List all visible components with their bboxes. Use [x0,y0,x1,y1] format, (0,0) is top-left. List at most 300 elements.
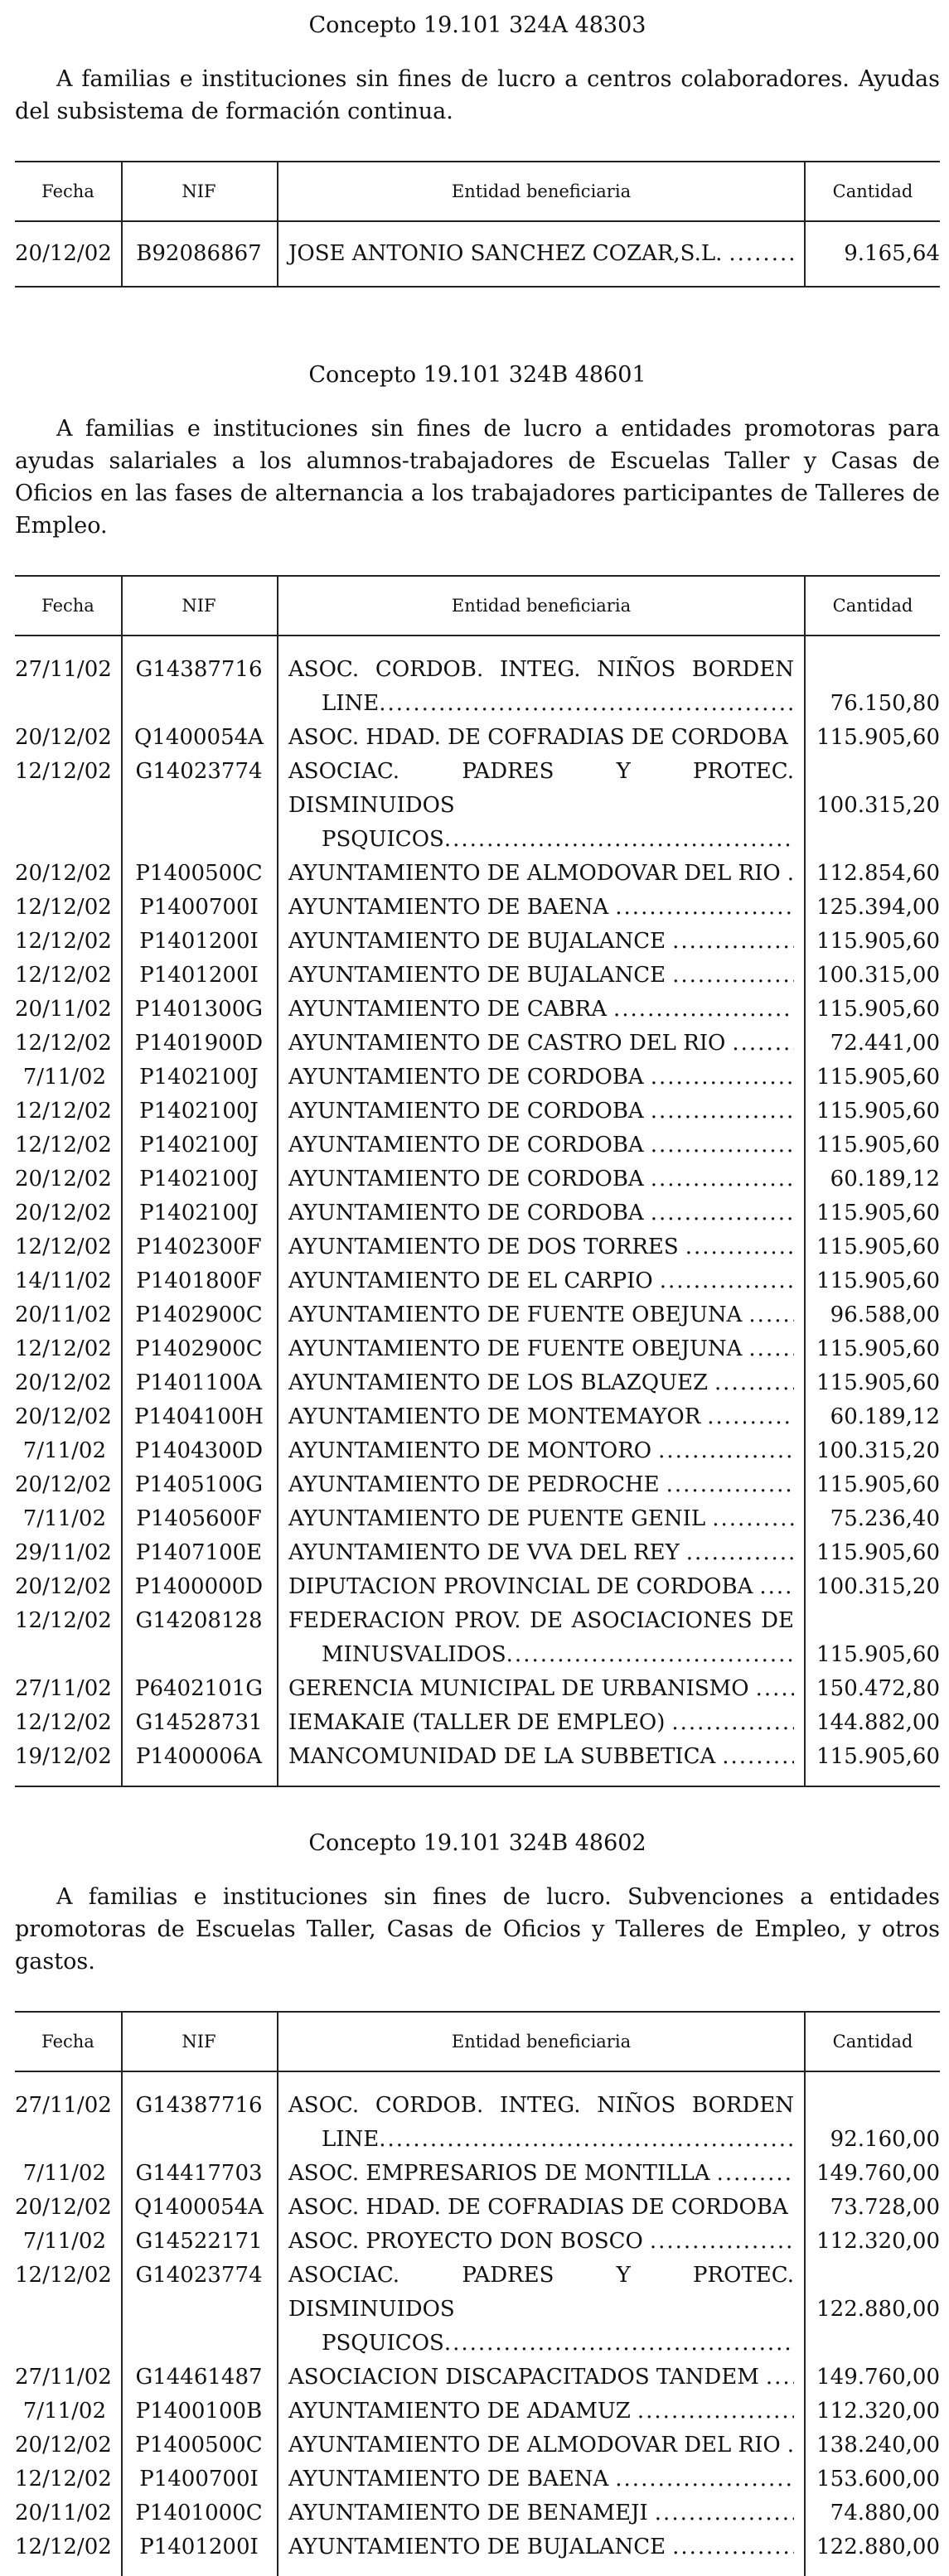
entidad-line [288,1468,794,1502]
table-row [15,1604,940,1672]
leader-dots [644,1162,794,1196]
fecha-cell: 12/12/02 [15,1031,112,1056]
header-cantidad: Cantidad [832,181,913,201]
entidad-text: LINE [322,2127,380,2152]
table-row [15,2259,940,2361]
entidad-text: DIPUTACION PROVINCIAL DE CORDOBA [288,1574,753,1599]
nif-cell: P1402100J [139,1167,259,1191]
leader-dots [651,1434,794,1468]
nif-cell: P1401900D [134,1031,264,1056]
table-row [15,2429,940,2462]
concept-description: A familias e instituciones sin fines de lucro. Subvenciones a entidades promotoras de Escuelas Taller, Casas de Oficios y Talleres de Empleo, y otros gastos. [15,1884,940,1974]
entidad-line-2 [288,1638,794,1672]
entidad-line [288,925,794,959]
cantidad-cell: 115.905,60 [816,1540,940,1565]
leader-dots [648,2496,794,2530]
cantidad-cell: 115.905,60 [816,1099,940,1124]
cantidad-cell [806,2259,940,2361]
header-entidad: Entidad beneficiaria [451,596,632,616]
cantidad-cell [806,653,940,721]
cantidad-cell: 96.588,00 [830,1302,940,1327]
nif-cell: P1402100J [139,1201,259,1225]
fecha-cell: 7/11/02 [22,1438,106,1463]
entidad-line [288,2429,794,2462]
cantidad-cell: 115.905,60 [816,1744,940,1769]
cantidad-cell: 75.236,40 [830,1506,940,1531]
leader-dots [660,1468,794,1502]
table-row [15,1434,940,1468]
fecha-cell: 12/12/02 [15,1099,112,1124]
table-row [15,925,940,959]
leader-dots [715,1740,794,1774]
entidad-cell [277,2395,806,2429]
entidad-text: LINE [322,691,380,716]
cantidad-cell: 112.320,00 [816,2229,940,2254]
fecha-cell: 19/12/02 [15,1744,112,1769]
fecha-cell: 20/12/02 [15,1472,112,1497]
leader-dots [644,1196,794,1230]
entidad-line [288,1434,794,1468]
entidad-text: ASOC. EMPRESARIOS DE MONTILLA [288,2161,710,2186]
entidad-cell [277,237,806,271]
entidad-text: IEMAKAIE (TALLER DE EMPLEO) [288,1710,666,1735]
entidad-cell [277,721,806,755]
cantidad-cell: 72.441,00 [830,1031,940,1056]
header-entidad: Entidad beneficiaria [451,2032,632,2052]
entidad-text: AYUNTAMIENTO DE BAENA [288,895,609,920]
table-row [15,1740,940,1774]
fecha-cell: 12/12/02 [15,2467,112,2491]
entidad-cell [277,1434,806,1468]
nif-cell: P1401800F [136,1269,262,1293]
leader-dots [700,1400,794,1434]
leader-dots [788,721,795,755]
entidad-cell [277,2530,806,2564]
nif-cell: Q1400054A [134,2195,264,2220]
nif-cell: Q1400054A [134,725,264,750]
cantidad-cell: 60.189,12 [830,1167,940,1191]
fecha-cell: 12/12/02 [15,2535,112,2559]
leader-dots [631,2395,794,2429]
entidad-line [288,721,794,755]
table-row [15,1706,940,1740]
entidad-line [288,2395,794,2429]
entidad-text: ASOCIACION DISCAPACITADOS TANDEM [288,2365,759,2390]
nif-cell: G14528731 [135,1710,263,1735]
nif-cell: P1402300F [136,1235,262,1259]
cantidad-cell: 115.905,60 [816,1133,940,1158]
entidad-line-1: ASOC. CORDOB. INTEG. NIÑOS BORDEN [288,657,794,682]
leader-dots [644,1095,794,1129]
leader-dots [781,2429,794,2462]
entidad-line [288,1706,794,1740]
nif-cell: G14023774 [135,2263,263,2288]
entidad-cell [277,1672,806,1706]
nif-cell: P1402900C [135,1302,263,1327]
entidad-cell [277,1196,806,1230]
cantidad-cell [806,1604,940,1672]
leader-dots [666,925,794,959]
leader-dots [742,1298,794,1332]
nif-cell: P1400700I [139,895,259,920]
nif-cell: P1400700I [139,2467,259,2491]
table-row [15,1672,940,1706]
nif-cell: P1400000D [134,1574,264,1599]
entidad-cell [277,1366,806,1400]
fecha-cell: 7/11/02 [22,2399,106,2424]
entidad-cell [277,1095,806,1129]
concept-description: A familias e instituciones sin fines de lucro a entidades promotoras para ayudas salariales a los alumnos-trabajadores de Escuelas Taller y Casas de Oficios en las fases de alternancia a los trabajadores participantes de Talleres de Empleo. [15,416,940,539]
entidad-cell [277,1570,806,1604]
leader-dots [680,1536,794,1570]
leader-dots [379,687,794,721]
cantidad-value: 76.150,80 [830,691,940,716]
table-row [15,1129,940,1162]
leader-dots [788,2191,795,2225]
entidad-text: AYUNTAMIENTO DE CASTRO DEL RIO [288,1031,726,1056]
cantidad-cell: 9.165,64 [844,241,940,266]
fecha-cell: 27/11/02 [15,657,112,682]
entidad-line [288,1162,794,1196]
entidad-cell [277,1332,806,1366]
cantidad-cell: 138.240,00 [816,2433,940,2458]
table-row [15,1366,940,1400]
entidad-line-1: ASOCIAC. PADRES Y PROTEC. DISMINUIDOS [288,759,794,818]
entidad-line [288,1672,794,1706]
leader-dots [607,993,794,1027]
entidad-cell [277,1502,806,1536]
cantidad-cell [806,755,940,857]
entidad-line-1: ASOCIAC. PADRES Y PROTEC. DISMINUIDOS [288,2263,794,2322]
entidad-cell [277,1129,806,1162]
entidad-line [288,237,794,271]
fecha-cell: 27/11/02 [15,2093,112,2118]
table-row [15,2530,940,2564]
entidad-cell [277,2225,806,2259]
cantidad-cell: 115.905,60 [816,1065,940,1090]
cantidad-cell: 115.905,60 [816,1370,940,1395]
entidad-text: AYUNTAMIENTO DE BUJALANCE [288,929,666,954]
fecha-cell: 12/12/02 [15,1336,112,1361]
nif-cell: P1402100J [139,1065,259,1090]
fecha-cell: 12/12/02 [15,1133,112,1158]
cantidad-cell: 115.905,60 [816,1235,940,1259]
entidad-text: AYUNTAMIENTO DE PEDROCHE [288,1472,660,1497]
table-row [15,237,940,271]
fecha-cell: 20/12/02 [15,1370,112,1395]
leader-dots [742,1332,794,1366]
beneficiaries-table [15,575,940,1787]
entidad-cell [277,1536,806,1570]
entidad-line-1: ASOC. CORDOB. INTEG. NIÑOS BORDEN [288,2093,794,2118]
cantidad-cell: 112.320,00 [816,2399,940,2424]
fecha-cell: 29/11/02 [15,1540,112,1565]
entidad-cell [277,1162,806,1196]
entidad-line [288,1332,794,1366]
leader-dots [644,1061,794,1095]
entidad-text: GERENCIA MUNICIPAL DE URBANISMO [288,1676,749,1701]
entidad-line [288,2191,794,2225]
entidad-line [288,1129,794,1162]
leader-dots [781,857,794,891]
entidad-cell [277,925,806,959]
table-row [15,1570,940,1604]
fecha-cell: 20/12/02 [15,1167,112,1191]
entidad-text: AYUNTAMIENTO DE CORDOBA [288,1065,644,1090]
leader-dots [444,823,794,857]
header-fecha: Fecha [41,596,94,616]
entidad-cell [277,2259,806,2361]
fecha-cell: 20/12/02 [15,2433,112,2458]
table-row [15,1196,940,1230]
leader-dots [506,1638,794,1672]
entidad-cell [277,1740,806,1774]
nif-cell: P1401200I [139,963,259,988]
entidad-text: AYUNTAMIENTO DE ADAMUZ [288,2399,631,2424]
fecha-cell: 12/12/02 [15,895,112,920]
concept-description: A familias e instituciones sin fines de lucro a centros colaboradores. Ayudas del subsistema de formación continua. [15,66,940,124]
leader-dots [679,1230,794,1264]
table-row [15,1298,940,1332]
entidad-cell [277,2191,806,2225]
nif-cell: P1401200I [139,2535,259,2559]
entidad-line [288,1264,794,1298]
entidad-cell [277,1468,806,1502]
entidad-line [288,891,794,925]
entidad-text: AYUNTAMIENTO DE BUJALANCE [288,2535,666,2559]
fecha-cell: 20/11/02 [15,2501,112,2525]
entidad-cell [277,1061,806,1095]
table-header [15,2013,940,2072]
entidad-line [288,1298,794,1332]
entidad-text: AYUNTAMIENTO DE MONTORO [288,1438,652,1463]
nif-cell: P1400500C [135,861,263,886]
nif-cell: P1400500C [135,2433,263,2458]
entidad-line [288,1196,794,1230]
nif-cell: P1400006A [135,1744,263,1769]
nif-cell: P1407100E [135,1540,263,1565]
beneficiaries-table [15,161,940,288]
cantidad-cell [806,2089,940,2157]
cantidad-value: 100.315,20 [816,793,940,818]
cantidad-value: 122.880,00 [816,2297,940,2322]
header-cantidad: Cantidad [832,2032,913,2052]
entidad-line [288,1740,794,1774]
table-row [15,2496,940,2530]
nif-cell: G14387716 [135,657,263,682]
concept-title: Concepto 19.101 324B 48601 [308,362,646,388]
entidad-text: AYUNTAMIENTO DE VVA DEL REY [288,1540,680,1565]
leader-dots [722,237,794,271]
cantidad-cell: 122.880,00 [816,2535,940,2559]
entidad-line-2 [288,2327,794,2361]
entidad-text: PSQUICOS [322,827,444,852]
fecha-cell: 20/12/02 [15,1574,112,1599]
fecha-cell: 27/11/02 [15,2365,112,2390]
header-fecha: Fecha [41,2032,94,2052]
table-row [15,857,940,891]
entidad-line-1: FEDERACION PROV. DE ASOCIACIONES DE [288,1608,794,1633]
table-row [15,1332,940,1366]
table-row [15,1468,940,1502]
fecha-cell: 7/11/02 [22,2229,106,2254]
cantidad-cell: 115.905,60 [816,929,940,954]
cantidad-cell: 125.394,00 [816,895,940,920]
fecha-cell: 7/11/02 [22,2161,106,2186]
entidad-line [288,2530,794,2564]
fecha-cell: 12/12/02 [15,2263,112,2288]
leader-dots [753,1570,794,1604]
entidad-line [288,2157,794,2191]
fecha-cell: 7/11/02 [22,1506,106,1531]
entidad-line [288,1230,794,1264]
entidad-line [288,1366,794,1400]
entidad-cell [277,2157,806,2191]
entidad-text: ASOC. HDAD. DE COFRADIAS DE CORDOBA [288,725,788,750]
entidad-cell [277,1027,806,1061]
cantidad-cell: 153.600,00 [816,2467,940,2491]
entidad-text: ASOC. HDAD. DE COFRADIAS DE CORDOBA [288,2195,788,2220]
table-row [15,1162,940,1196]
concept-title: Concepto 19.101 324B 48602 [308,1830,646,1856]
nif-cell: P1405600F [136,1506,262,1531]
header-nif: NIF [182,596,216,616]
fecha-cell: 20/12/02 [15,861,112,886]
table-row [15,2361,940,2395]
cantidad-cell: 74.880,00 [830,2501,940,2525]
entidad-cell [277,2429,806,2462]
beneficiaries-table [15,2011,940,2576]
entidad-cell [277,2089,806,2157]
cantidad-cell: 115.905,60 [816,725,940,750]
entidad-text: AYUNTAMIENTO DE BAENA [288,2467,609,2491]
cantidad-cell: 73.728,00 [830,2195,940,2220]
leader-dots [644,1129,794,1162]
nif-cell: P6402101G [134,1676,264,1701]
table-row [15,1400,940,1434]
entidad-cell [277,1264,806,1298]
nif-cell: P1401200I [139,929,259,954]
entidad-line [288,1027,794,1061]
entidad-text: JOSE ANTONIO SANCHEZ COZAR,S.L. [288,241,723,266]
entidad-text: AYUNTAMIENTO DE FUENTE OBEJUNA [288,1302,743,1327]
table-row [15,721,940,755]
entidad-text: AYUNTAMIENTO DE DOS TORRES [288,1235,679,1259]
table-row [15,1264,940,1298]
nif-cell: P1401300G [134,997,264,1022]
cantidad-cell: 115.905,60 [816,1472,940,1497]
entidad-cell [277,2496,806,2530]
entidad-cell [277,993,806,1027]
cantidad-cell: 115.905,60 [816,1201,940,1225]
cantidad-cell: 144.882,00 [816,1710,940,1735]
nif-cell: P1405100G [134,1472,264,1497]
entidad-cell [277,2462,806,2496]
entidad-text: PSQUICOS [322,2331,444,2356]
entidad-text: AYUNTAMIENTO DE LOS BLAZQUEZ [288,1370,709,1395]
entidad-text: AYUNTAMIENTO DE CORDOBA [288,1099,644,1124]
table-row [15,959,940,993]
fecha-cell: 14/11/02 [15,1269,112,1293]
leader-dots [653,1264,794,1298]
leader-dots [665,1706,794,1740]
fecha-cell: 12/12/02 [15,1235,112,1259]
entidad-cell [277,1230,806,1264]
fecha-cell: 12/12/02 [15,759,112,784]
entidad-line [288,1061,794,1095]
leader-dots [666,2530,794,2564]
fecha-cell: 20/12/02 [15,725,112,750]
table-row [15,2462,940,2496]
section-3 [15,1824,940,2576]
cantidad-value: 92.160,00 [830,2127,940,2152]
entidad-text: AYUNTAMIENTO DE PUENTE GENIL [288,1506,706,1531]
leader-dots [705,1502,794,1536]
fecha-cell: 27/11/02 [15,1676,112,1701]
fecha-cell: 12/12/02 [15,1710,112,1735]
entidad-line [288,1570,794,1604]
header-cantidad: Cantidad [832,596,913,616]
table-body [15,222,940,286]
table-row [15,1536,940,1570]
entidad-line-2 [288,2123,794,2157]
fecha-cell: 20/12/02 [15,241,112,266]
leader-dots [708,1366,794,1400]
nif-cell: G14208128 [135,1608,263,1633]
nif-cell: P1404300D [134,1438,264,1463]
entidad-text: AYUNTAMIENTO DE CORDOBA [288,1133,644,1158]
table-row [15,2395,940,2429]
fecha-cell: 20/11/02 [15,1302,112,1327]
nif-cell: G14522171 [135,2229,263,2254]
nif-cell: P1402100J [139,1099,259,1124]
fecha-cell: 12/12/02 [15,1608,112,1633]
fecha-cell: 12/12/02 [15,963,112,988]
entidad-cell [277,755,806,857]
leader-dots [725,1027,794,1061]
nif-cell: B92086867 [136,241,262,266]
nif-cell: P1402100J [139,1133,259,1158]
concept-title: Concepto 19.101 324A 48303 [308,12,646,38]
fecha-cell: 7/11/02 [22,1065,106,1090]
leader-dots [666,959,794,993]
cantidad-cell: 150.472,80 [816,1676,940,1701]
entidad-line [288,1536,794,1570]
leader-dots [379,2123,794,2157]
entidad-cell [277,653,806,721]
entidad-text: AYUNTAMIENTO DE ALMODOVAR DEL RIO [288,2433,781,2458]
table-row [15,993,940,1027]
table-row [15,891,940,925]
nif-cell: G14461487 [135,2365,263,2390]
cantidad-cell: 100.315,20 [816,1438,940,1463]
entidad-line-2 [288,687,794,721]
cantidad-cell: 100.315,00 [816,963,940,988]
entidad-cell [277,1604,806,1672]
entidad-line [288,1095,794,1129]
fecha-cell: 12/12/02 [15,929,112,954]
entidad-line [288,2361,794,2395]
entidad-text: AYUNTAMIENTO DE BENAMEJI [288,2501,648,2525]
leader-dots [759,2361,794,2395]
entidad-text: AYUNTAMIENTO DE BUJALANCE [288,963,666,988]
entidad-cell [277,1400,806,1434]
leader-dots [444,2327,794,2361]
header-nif: NIF [182,181,216,201]
entidad-line [288,2496,794,2530]
leader-dots [608,891,794,925]
nif-cell: P1402900C [135,1336,263,1361]
